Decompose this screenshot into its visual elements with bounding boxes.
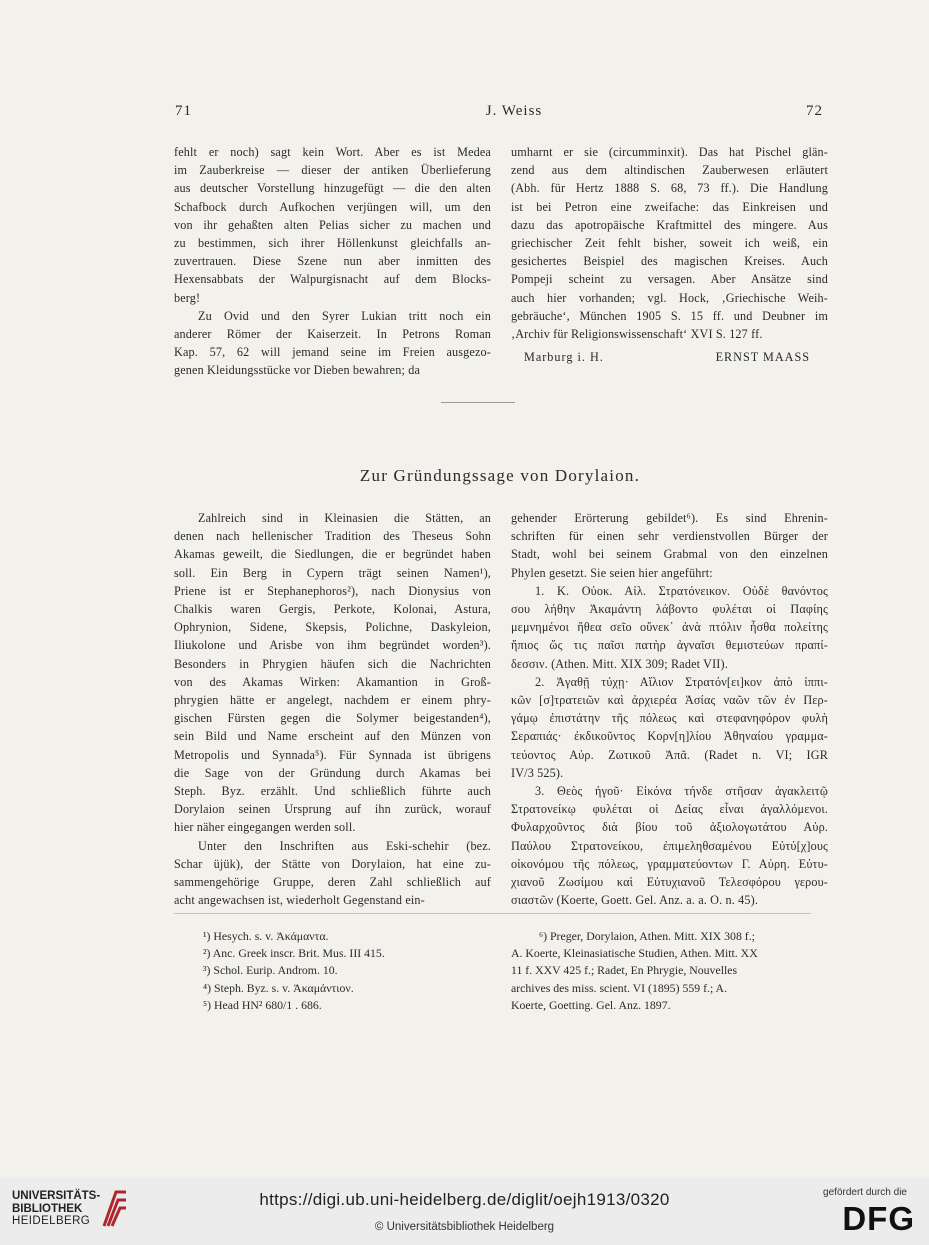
body-right-column <box>511 509 828 909</box>
body-left-column-line: Steph. Byz. erzählt. Und schließlich führte auch <box>174 784 491 799</box>
body-left-column <box>174 509 491 909</box>
body-left-column-line: Schar üjük), der Stätte von Dorylaion, hat eine zu- <box>174 856 491 871</box>
top-left-column-line: Hexensabbats der Walpurgisnacht auf dem Blocks- <box>174 272 491 287</box>
body-left-column-line: sein Bild und Name erscheint auf den Münzen von <box>174 729 491 744</box>
top-right-column-line: ist bei Petron eine zweifache: das Einkreisen und <box>511 199 828 214</box>
footnotes-right <box>511 928 811 1014</box>
body-left-column-line: Dorylaion seinen Ursprung auf ihn zurück, worauf <box>174 802 491 817</box>
top-left-column-line: von ihr gehaßten alten Pelias sicher zu machen und <box>174 217 491 232</box>
top-left-column-line: anderer Römer der Kaiserzeit. In Petrons Roman <box>174 327 491 342</box>
top-left-column-line: zuvertrauen. Diese Szene nun aber inmitten des <box>174 254 491 269</box>
top-left-column <box>174 143 491 380</box>
top-right-column-line: griechischer Zeit fehlt bisher, soweit ich weiß, ein <box>511 236 828 251</box>
body-right-column-line: Phylen gesetzt. Sie seien hier angeführt: <box>511 565 713 580</box>
body-left-column-line: Besonders in Phrygien häufen sich die Nachrichten <box>174 656 491 671</box>
body-right-column-line: gehender Erörterung gebildet⁶). Es sind Ehrenin- <box>511 511 828 525</box>
body-right-column-line: σου λήθην Ἀκαμάντη λάβοντο φυλέται οἱ Παφίης <box>511 602 828 617</box>
body-left-column-line: die Sage von der Gründung durch Akamas bei <box>174 765 491 780</box>
body-right-column-line: Φυλαρχοῦντος διὰ βίου τοῦ ἀξιολογωτάτου Αὐρ. <box>511 820 828 835</box>
top-right-column-line: Pompeji scheint zu versagen. Aber Ansätze sind <box>511 272 828 287</box>
footnote-rule <box>174 913 811 914</box>
body-left-column-line: Priene ist er Stephanephoros²), nach Dionysius von <box>174 583 491 598</box>
footnote-line: archives des miss. scient. VI (1895) 559 f.; A. <box>511 980 728 995</box>
section-divider <box>441 402 515 403</box>
footnote-line: Koerte, Goetting. Gel. Anz. 1897. <box>511 997 671 1012</box>
top-left-column-line: berg! <box>174 290 201 305</box>
top-right-column-line: gesichertes Beispiel des magischen Kreises. Auch <box>511 254 828 269</box>
body-right-column-line: χιανοῦ Ζωσίμου καὶ Εὐτυχιανοῦ Τελεσφόρου γερου- <box>511 875 828 890</box>
body-right-column-line: Σεραπιάς· ἐκδικοῦντος Κορν[η]λίου Ἀθηναίου γραμμα- <box>511 729 828 744</box>
body-left-column-line: gischen Fürsten gegen die Solymer beigestanden⁴), <box>174 711 491 726</box>
footnote-line: ⁵) Head HN² 680/1 . 686. <box>203 997 322 1012</box>
dfg-logo: DFG <box>842 1200 915 1237</box>
body-right-column-line: σιαστῶν (Koerte, Goett. Gel. Anz. a. a. O. n. 45). <box>511 893 759 908</box>
permalink-url[interactable]: https://digi.ub.uni-heidelberg.de/diglit/oejh1913/0320 <box>259 1190 670 1209</box>
body-right-column-line: τεύοντος Αὐρ. Ζωτικοῦ Ἀπᾶ. (Radet n. VI; IGR <box>511 747 828 762</box>
top-right-column <box>511 143 828 343</box>
top-right-column-line: zend aus dem altindischen Zauberwesen erläutert <box>511 163 828 178</box>
top-left-column-line: aus deutscher Vorstellung hinzugefügt — die den alten <box>174 181 491 196</box>
library-logo-text: UNIVERSITÄTS- BIBLIOTHEK HEIDELBERG <box>12 1190 101 1227</box>
top-right-column-line: dazu das apotropäische Kraftmittel des mingere. Aus <box>511 217 828 232</box>
top-left-column-line: im Zauberkreise — dieser der antiken Überlieferung <box>174 163 491 178</box>
body-left-column-line: denen nach hellenischer Tradition des Theseus Sohn <box>174 529 491 544</box>
body-left-column-line: Ophrynion, Sidene, Skepsis, Polichne, Daskyleion, <box>174 620 491 635</box>
top-left-column-line: genen Kleidungsstücke vor Dieben bewahren; da <box>174 363 421 378</box>
body-left-column-line: acht angewachsen ist, wiederholt Gegenstand ein- <box>174 893 425 908</box>
body-right-column-line: κῶν [σ]τρατειῶν καὶ ἀρχιερέα Ἀσίας ναῶν τῶν ἐν Περ- <box>511 693 828 708</box>
top-left-column-line: Zu Ovid und den Syrer Lukian tritt noch ein <box>198 308 491 323</box>
body-right-column-line: ἤπιος ὥς τις παῖσι πατὴρ ἀγναῖσι θεμιστεύων πραπί- <box>511 638 828 653</box>
top-left-column-line: Kap. 57, 62 will jemand seine im Freien ausgezo- <box>174 345 491 360</box>
page-number-right: 72 <box>806 103 823 119</box>
top-left-column-line: Schafbock durch Aufkochen verjüngen will, um den <box>174 199 491 214</box>
top-right-column-line: ‚Archiv für Religionswissenschaft‘ XVI S. 127 ff. <box>511 327 763 342</box>
footnotes-left <box>203 928 523 1014</box>
body-right-column-line: Stadt, wohl bei seinem Grabmal von den einzelnen <box>511 547 828 562</box>
body-right-column-line: γάμῳ ἐπιστάτην τῆς πόλεως καὶ στεφανηφόρον φυλὴ <box>511 711 828 726</box>
body-right-column-line: IV/3 525). <box>511 765 564 780</box>
signature-place: Marburg i. H. <box>524 350 604 364</box>
body-left-column-line: Akamas geweilt, die Siedlungen, die er begründet haben <box>174 547 491 562</box>
body-right-column-line: Στρατονείκῳ φυλέται οἱ Δείας εἶναι ἀγαλλόμενοι. <box>511 802 828 817</box>
footnote-line: ⁶) Preger, Dorylaion, Athen. Mitt. XIX 308 f.; <box>539 929 755 943</box>
body-left-column-line: Chalkis waren Gergis, Perkote, Kolonai, Astura, <box>174 602 491 617</box>
footer-bar <box>0 1178 929 1245</box>
body-right-column-line: μεμνημένοι ἤθεα σεῖο οὕνεκ᾽ ἀνὰ πτόλιν ἦσθα πολείτης <box>511 620 828 635</box>
body-right-column-line: Παύλου Στρατονείκου, ἐπιμεληθσαμένου Εὐτύ[χ]ους <box>511 838 828 853</box>
body-left-column-line: sammengehörige Gruppe, deren Zahl schließlich auf <box>174 875 491 890</box>
top-right-column-line: auch hier vorhanden; vgl. Hock, ‚Griechische Weih- <box>511 290 828 305</box>
copyright-notice: © Universitätsbibliothek Heidelberg <box>374 1221 555 1233</box>
body-left-column-line: phrygien hätte er angelegt, nachdem er einem phry- <box>174 693 491 708</box>
running-head-author: J. Weiss <box>485 103 543 119</box>
top-right-column-line: umharnt er sie (circumminxit). Das hat Pischel glän- <box>511 145 828 159</box>
body-left-column-line: soll. Ein Berg in Cypern trägt seinen Namen¹), <box>174 565 491 580</box>
footnote-line: 11 f. XXV 425 f.; Radet, En Phrygie, Nouvelles <box>511 963 738 978</box>
footnote-line: ²) Anc. Greek inscr. Brit. Mus. III 415. <box>203 946 385 961</box>
body-right-column-line: δεσσιν. (Athen. Mitt. XIX 309; Radet VII). <box>511 656 728 671</box>
signature <box>524 348 810 366</box>
body-left-column-line: Iliukolone und Arisbe von ihm begründet worden³). <box>174 638 491 653</box>
top-left-column-line: fehlt er noch) sagt kein Wort. Aber es ist Medea <box>174 145 491 159</box>
body-right-column-line: 2. Ἀγαθῇ τύχῃ· Αἴλιον Στρατόν[ει]κον ἀπὸ ἱππι- <box>535 674 828 689</box>
body-right-column-line: schriften für einen sehr verdienstvollen Bürger der <box>511 529 828 544</box>
body-right-column-line: 1. Κ. Οὐοκ. Αἰλ. Στρατόνεικον. Οὐδὲ θανόντος <box>535 583 828 598</box>
signature-name: ERNST MAASS <box>715 350 810 364</box>
body-left-column-line: Zahlreich sind in Kleinasien die Stätten, an <box>198 511 491 525</box>
article-title: Zur Gründungssage von Dorylaion. <box>359 466 641 485</box>
footnote-line: A. Koerte, Kleinasiatische Studien, Athen. Mitt. XX <box>511 946 758 961</box>
funding-label: gefördert durch die <box>823 1187 907 1198</box>
top-right-column-line: gebräuche‘, München 1905 S. 15 ff. und Deubner im <box>511 308 828 323</box>
body-left-column-line: hier näher eingegangen werden soll. <box>174 820 356 835</box>
footnote-line: ⁴) Steph. Byz. s. v. Ἀκαμάντιον. <box>203 980 354 995</box>
top-right-column-line: (Abh. für Hertz 1888 S. 68, 73 ff.). Die Handlung <box>511 181 828 196</box>
body-right-column-line: οἰκονόμου τῆς πόλεως, γραμματεύοντων Γ. Αὐρη. Εὐτυ- <box>511 856 828 871</box>
page-number-left: 71 <box>175 103 192 119</box>
footnote-line: ³) Schol. Eurip. Androm. 10. <box>203 963 338 978</box>
body-right-column-line: 3. Θεὸς ἡγοῦ· Εἰκόνα τήνδε στῆσαν ἀγακλειτῷ <box>535 784 828 799</box>
footnote-line: ¹) Hesych. s. v. Ἀκάμαντα. <box>203 929 329 943</box>
top-left-column-line: zu bestimmen, sich ihrer Höllenkunst gleichfalls an- <box>174 236 491 251</box>
body-left-column-line: Metropolis und Synnada⁵). Für Synnada ist übrigens <box>174 747 491 762</box>
body-left-column-line: von des Akamas Wirken: Akamantion in Groß- <box>174 674 491 689</box>
body-left-column-line: Unter den Inschriften aus Eski-schehir (bez. <box>198 838 491 853</box>
